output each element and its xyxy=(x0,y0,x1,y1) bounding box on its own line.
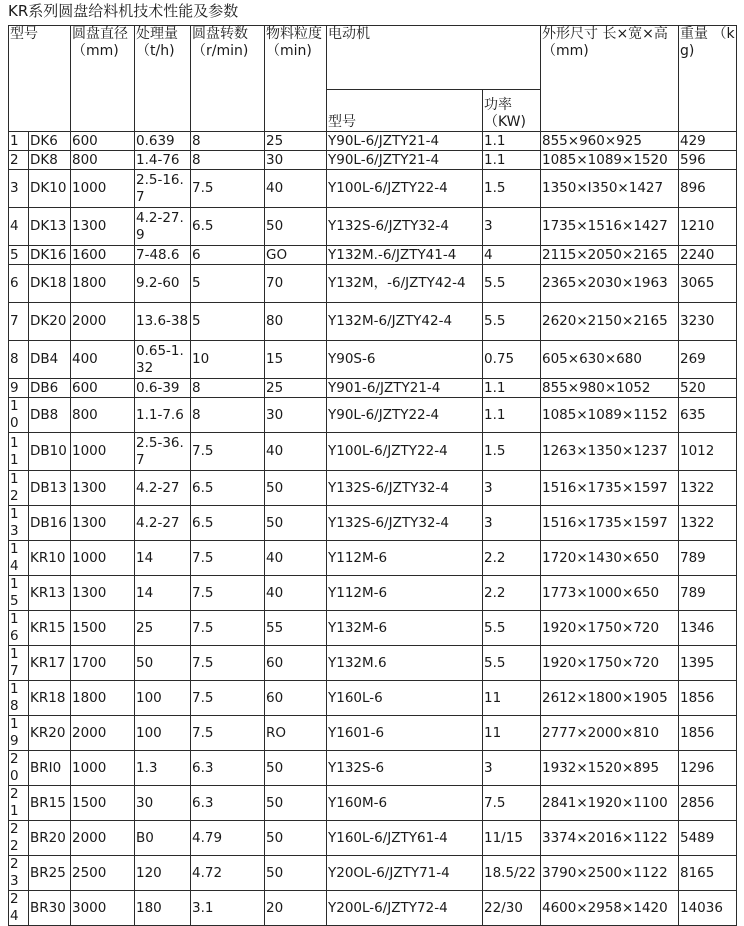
table-row xyxy=(9,246,737,265)
cell-motor-power: 11 xyxy=(483,681,541,716)
cell-model: DK20 xyxy=(29,303,71,341)
cell-row-number: 16 xyxy=(9,611,29,646)
cell-weight: 1856 xyxy=(679,681,737,716)
cell-row-number: 13 xyxy=(9,506,29,541)
header-model: 型号 xyxy=(9,26,71,132)
cell-motor-power: 3 xyxy=(483,506,541,541)
cell-disc-diameter: 2500 xyxy=(71,856,135,891)
cell-model: DK18 xyxy=(29,265,71,303)
cell-disc-speed: 6.3 xyxy=(191,786,265,821)
cell-capacity: 0.65-1.32 xyxy=(135,341,191,379)
cell-model: DK13 xyxy=(29,208,71,246)
cell-motor-model: Y160L-6 xyxy=(327,681,483,716)
cell-row-number: 15 xyxy=(9,576,29,611)
cell-row-number: 8 xyxy=(9,341,29,379)
cell-particle-size: GO xyxy=(265,246,327,265)
cell-dimensions: 3790×2500×1122 xyxy=(541,856,679,891)
cell-weight: 2240 xyxy=(679,246,737,265)
table-row xyxy=(9,265,737,303)
cell-motor-power: 3 xyxy=(483,471,541,506)
cell-disc-speed: 6.5 xyxy=(191,506,265,541)
cell-row-number: 22 xyxy=(9,821,29,856)
cell-disc-speed: 8 xyxy=(191,151,265,170)
cell-disc-diameter: 1000 xyxy=(71,751,135,786)
cell-particle-size: RO xyxy=(265,716,327,751)
cell-model: BR15 xyxy=(29,786,71,821)
cell-disc-speed: 6 xyxy=(191,246,265,265)
cell-disc-speed: 4.79 xyxy=(191,821,265,856)
header-capacity: 处理量（t/h) xyxy=(135,26,191,132)
cell-motor-model: Y112M-6 xyxy=(327,541,483,576)
cell-dimensions: 2365×2030×1963 xyxy=(541,265,679,303)
cell-disc-speed: 3.1 xyxy=(191,891,265,926)
cell-dimensions: 1735×1516×1427 xyxy=(541,208,679,246)
cell-disc-speed: 7.5 xyxy=(191,646,265,681)
cell-capacity: 50 xyxy=(135,646,191,681)
cell-motor-model: Y132S-6/JZTY32-4 xyxy=(327,208,483,246)
cell-row-number: 7 xyxy=(9,303,29,341)
cell-dimensions: 2841×1920×1100 xyxy=(541,786,679,821)
cell-model: DB8 xyxy=(29,398,71,433)
cell-particle-size: 80 xyxy=(265,303,327,341)
cell-weight: 896 xyxy=(679,170,737,208)
cell-disc-diameter: 1300 xyxy=(71,471,135,506)
cell-motor-power: 1.1 xyxy=(483,132,541,151)
cell-disc-speed: 5 xyxy=(191,265,265,303)
cell-dimensions: 1516×1735×1597 xyxy=(541,506,679,541)
cell-model: DK10 xyxy=(29,170,71,208)
header-weight: 重量 （kg) xyxy=(679,26,737,132)
cell-dimensions: 1350×I350×1427 xyxy=(541,170,679,208)
header-disc-diameter: 圆盘直径（mm) xyxy=(71,26,135,132)
cell-motor-model: Y90L-6/JZTY21-4 xyxy=(327,151,483,170)
cell-weight: 1856 xyxy=(679,716,737,751)
table-row xyxy=(9,716,737,751)
cell-disc-diameter: 1300 xyxy=(71,506,135,541)
header-particle-size: 物料粒度（min) xyxy=(265,26,327,132)
cell-disc-diameter: 1800 xyxy=(71,681,135,716)
cell-dimensions: 1920×1750×720 xyxy=(541,611,679,646)
cell-dimensions: 2115×2050×2165 xyxy=(541,246,679,265)
cell-model: KR10 xyxy=(29,541,71,576)
cell-weight: 8165 xyxy=(679,856,737,891)
cell-particle-size: 60 xyxy=(265,646,327,681)
cell-particle-size: 40 xyxy=(265,576,327,611)
cell-model: KR18 xyxy=(29,681,71,716)
cell-capacity: 30 xyxy=(135,786,191,821)
cell-model: KR13 xyxy=(29,576,71,611)
cell-motor-model: Y132S-6 xyxy=(327,751,483,786)
table-row xyxy=(9,821,737,856)
cell-motor-model: Y90L-6/JZTY22-4 xyxy=(327,398,483,433)
cell-motor-power: 1.1 xyxy=(483,151,541,170)
cell-disc-speed: 10 xyxy=(191,341,265,379)
cell-motor-power: 4 xyxy=(483,246,541,265)
cell-row-number: 6 xyxy=(9,265,29,303)
cell-disc-diameter: 3000 xyxy=(71,891,135,926)
cell-row-number: 18 xyxy=(9,681,29,716)
header-motor: 电动机 xyxy=(327,26,541,90)
cell-dimensions: 1085×1089×1520 xyxy=(541,151,679,170)
cell-weight: 789 xyxy=(679,576,737,611)
cell-model: DB6 xyxy=(29,379,71,398)
cell-weight: 1395 xyxy=(679,646,737,681)
cell-disc-diameter: 2000 xyxy=(71,303,135,341)
cell-disc-speed: 7.5 xyxy=(191,170,265,208)
cell-disc-speed: 8 xyxy=(191,379,265,398)
cell-disc-speed: 7.5 xyxy=(191,541,265,576)
cell-motor-power: 22/30 xyxy=(483,891,541,926)
cell-capacity: 14 xyxy=(135,541,191,576)
table-row xyxy=(9,786,737,821)
cell-capacity: 25 xyxy=(135,611,191,646)
cell-row-number: 3 xyxy=(9,170,29,208)
cell-row-number: 11 xyxy=(9,433,29,471)
cell-row-number: 5 xyxy=(9,246,29,265)
table-row xyxy=(9,646,737,681)
cell-model: DK16 xyxy=(29,246,71,265)
cell-row-number: 2 xyxy=(9,151,29,170)
cell-row-number: 19 xyxy=(9,716,29,751)
cell-disc-diameter: 1300 xyxy=(71,576,135,611)
cell-motor-power: 11/15 xyxy=(483,821,541,856)
cell-motor-power: 1.1 xyxy=(483,379,541,398)
cell-dimensions: 855×980×1052 xyxy=(541,379,679,398)
cell-particle-size: 50 xyxy=(265,506,327,541)
cell-disc-diameter: 1000 xyxy=(71,170,135,208)
cell-disc-speed: 8 xyxy=(191,132,265,151)
cell-motor-power: 0.75 xyxy=(483,341,541,379)
cell-disc-diameter: 1800 xyxy=(71,265,135,303)
cell-row-number: 14 xyxy=(9,541,29,576)
cell-motor-model: Y200L-6/JZTY72-4 xyxy=(327,891,483,926)
cell-weight: 1296 xyxy=(679,751,737,786)
cell-particle-size: 30 xyxy=(265,398,327,433)
cell-particle-size: 70 xyxy=(265,265,327,303)
cell-motor-model: Y160L-6/JZTY61-4 xyxy=(327,821,483,856)
cell-particle-size: 40 xyxy=(265,541,327,576)
cell-particle-size: 50 xyxy=(265,821,327,856)
cell-weight: 1346 xyxy=(679,611,737,646)
cell-disc-diameter: 2000 xyxy=(71,821,135,856)
cell-disc-diameter: 1000 xyxy=(71,541,135,576)
cell-model: DB10 xyxy=(29,433,71,471)
page-title: KR系列圆盘给料机技术性能及参数 xyxy=(8,2,239,20)
table-row xyxy=(9,341,737,379)
cell-disc-diameter: 1700 xyxy=(71,646,135,681)
cell-motor-model: Y132S-6/JZTY32-4 xyxy=(327,506,483,541)
cell-dimensions: 2777×2000×810 xyxy=(541,716,679,751)
cell-capacity: 9.2-60 xyxy=(135,265,191,303)
cell-capacity: 1.4-76 xyxy=(135,151,191,170)
table-row xyxy=(9,208,737,246)
cell-dimensions: 1932×1520×895 xyxy=(541,751,679,786)
cell-particle-size: 50 xyxy=(265,471,327,506)
cell-weight: 1012 xyxy=(679,433,737,471)
cell-motor-power: 1.5 xyxy=(483,170,541,208)
cell-motor-model: Y1601-6 xyxy=(327,716,483,751)
cell-motor-power: 5.5 xyxy=(483,303,541,341)
cell-disc-diameter: 600 xyxy=(71,132,135,151)
cell-particle-size: 20 xyxy=(265,891,327,926)
cell-motor-power: 1.1 xyxy=(483,398,541,433)
cell-capacity: 1.1-7.6 xyxy=(135,398,191,433)
spec-table xyxy=(8,25,737,926)
table-row xyxy=(9,379,737,398)
table-row xyxy=(9,471,737,506)
cell-particle-size: 50 xyxy=(265,751,327,786)
cell-motor-power: 7.5 xyxy=(483,786,541,821)
cell-disc-diameter: 800 xyxy=(71,151,135,170)
cell-model: KR17 xyxy=(29,646,71,681)
cell-particle-size: 55 xyxy=(265,611,327,646)
cell-capacity: 100 xyxy=(135,716,191,751)
cell-particle-size: 50 xyxy=(265,208,327,246)
cell-motor-model: Y901-6/JZTY21-4 xyxy=(327,379,483,398)
cell-motor-power: 5.5 xyxy=(483,646,541,681)
cell-weight: 1322 xyxy=(679,471,737,506)
cell-model: KR20 xyxy=(29,716,71,751)
cell-disc-diameter: 1300 xyxy=(71,208,135,246)
table-row xyxy=(9,151,737,170)
cell-row-number: 4 xyxy=(9,208,29,246)
table-row xyxy=(9,433,737,471)
cell-capacity: 1.3 xyxy=(135,751,191,786)
table-row xyxy=(9,856,737,891)
cell-motor-model: Y132M-6/JZTY42-4 xyxy=(327,303,483,341)
cell-particle-size: 50 xyxy=(265,856,327,891)
cell-motor-power: 11 xyxy=(483,716,541,751)
cell-disc-speed: 6.3 xyxy=(191,751,265,786)
cell-dimensions: 2612×1800×1905 xyxy=(541,681,679,716)
cell-dimensions: 1085×1089×1152 xyxy=(541,398,679,433)
cell-dimensions: 3374×2016×1122 xyxy=(541,821,679,856)
cell-disc-speed: 7.5 xyxy=(191,433,265,471)
cell-weight: 789 xyxy=(679,541,737,576)
cell-capacity: 180 xyxy=(135,891,191,926)
table-row xyxy=(9,681,737,716)
cell-model: DB4 xyxy=(29,341,71,379)
table-row xyxy=(9,398,737,433)
cell-motor-power: 5.5 xyxy=(483,611,541,646)
cell-dimensions: 1720×1430×650 xyxy=(541,541,679,576)
cell-disc-speed: 5 xyxy=(191,303,265,341)
cell-model: DB13 xyxy=(29,471,71,506)
table-row xyxy=(9,506,737,541)
cell-disc-speed: 4.72 xyxy=(191,856,265,891)
cell-capacity: 2.5-36.7 xyxy=(135,433,191,471)
cell-model: BR25 xyxy=(29,856,71,891)
cell-disc-speed: 6.5 xyxy=(191,471,265,506)
cell-dimensions: 2620×2150×2165 xyxy=(541,303,679,341)
cell-capacity: 14 xyxy=(135,576,191,611)
cell-particle-size: 40 xyxy=(265,170,327,208)
cell-disc-diameter: 800 xyxy=(71,398,135,433)
cell-model: BR20 xyxy=(29,821,71,856)
cell-weight: 1210 xyxy=(679,208,737,246)
cell-row-number: 12 xyxy=(9,471,29,506)
cell-particle-size: 60 xyxy=(265,681,327,716)
cell-disc-speed: 8 xyxy=(191,398,265,433)
cell-particle-size: 50 xyxy=(265,786,327,821)
cell-weight: 2856 xyxy=(679,786,737,821)
table-row xyxy=(9,132,737,151)
cell-particle-size: 30 xyxy=(265,151,327,170)
cell-weight: 520 xyxy=(679,379,737,398)
cell-capacity: 7-48.6 xyxy=(135,246,191,265)
cell-capacity: 4.2-27.9 xyxy=(135,208,191,246)
cell-model: DK8 xyxy=(29,151,71,170)
cell-disc-speed: 7.5 xyxy=(191,716,265,751)
cell-model: BRI0 xyxy=(29,751,71,786)
cell-motor-power: 2.2 xyxy=(483,576,541,611)
table-row xyxy=(9,611,737,646)
cell-motor-model: Y132M.6 xyxy=(327,646,483,681)
table-row xyxy=(9,170,737,208)
cell-particle-size: 15 xyxy=(265,341,327,379)
table-row xyxy=(9,303,737,341)
cell-disc-diameter: 2000 xyxy=(71,716,135,751)
cell-weight: 429 xyxy=(679,132,737,151)
cell-motor-power: 3 xyxy=(483,751,541,786)
cell-capacity: 0.6-39 xyxy=(135,379,191,398)
cell-particle-size: 25 xyxy=(265,379,327,398)
cell-row-number: 23 xyxy=(9,856,29,891)
cell-motor-model: Y132M，-6/JZTY42-4 xyxy=(327,265,483,303)
cell-dimensions: 1773×1000×650 xyxy=(541,576,679,611)
cell-motor-model: Y100L-6/JZTY22-4 xyxy=(327,433,483,471)
cell-motor-model: Y90S-6 xyxy=(327,341,483,379)
cell-motor-model: Y160M-6 xyxy=(327,786,483,821)
cell-capacity: 120 xyxy=(135,856,191,891)
cell-motor-model: Y90L-6/JZTY21-4 xyxy=(327,132,483,151)
cell-disc-speed: 7.5 xyxy=(191,611,265,646)
table-row xyxy=(9,576,737,611)
cell-row-number: 10 xyxy=(9,398,29,433)
cell-disc-diameter: 1500 xyxy=(71,611,135,646)
header-dimensions: 外形尺寸 长×宽×高 （mm) xyxy=(541,26,679,132)
cell-motor-power: 2.2 xyxy=(483,541,541,576)
header-disc-speed: 圆盘转数（r/min) xyxy=(191,26,265,132)
cell-disc-diameter: 400 xyxy=(71,341,135,379)
header-motor-model: 型号 xyxy=(327,90,483,132)
cell-weight: 1322 xyxy=(679,506,737,541)
cell-motor-power: 3 xyxy=(483,208,541,246)
cell-weight: 3230 xyxy=(679,303,737,341)
cell-row-number: 17 xyxy=(9,646,29,681)
cell-disc-speed: 7.5 xyxy=(191,681,265,716)
cell-dimensions: 1920×1750×720 xyxy=(541,646,679,681)
cell-motor-model: Y132S-6/JZTY32-4 xyxy=(327,471,483,506)
cell-disc-speed: 6.5 xyxy=(191,208,265,246)
cell-motor-power: 5.5 xyxy=(483,265,541,303)
cell-motor-model: Y112M-6 xyxy=(327,576,483,611)
cell-row-number: 9 xyxy=(9,379,29,398)
table-row xyxy=(9,541,737,576)
cell-dimensions: 4600×2958×1420 xyxy=(541,891,679,926)
cell-weight: 269 xyxy=(679,341,737,379)
cell-disc-diameter: 1000 xyxy=(71,433,135,471)
cell-disc-speed: 7.5 xyxy=(191,576,265,611)
cell-capacity: 4.2-27 xyxy=(135,471,191,506)
cell-capacity: 4.2-27 xyxy=(135,506,191,541)
cell-row-number: 20 xyxy=(9,751,29,786)
cell-dimensions: 1516×1735×1597 xyxy=(541,471,679,506)
cell-model: KR15 xyxy=(29,611,71,646)
cell-capacity: B0 xyxy=(135,821,191,856)
cell-row-number: 21 xyxy=(9,786,29,821)
cell-dimensions: 1263×1350×1237 xyxy=(541,433,679,471)
cell-dimensions: 855×960×925 xyxy=(541,132,679,151)
cell-disc-diameter: 1600 xyxy=(71,246,135,265)
header-motor-power: 功率 （KW) xyxy=(483,90,541,132)
cell-particle-size: 25 xyxy=(265,132,327,151)
cell-motor-model: Y132M.-6/JZTY41-4 xyxy=(327,246,483,265)
cell-capacity: 2.5-16.7 xyxy=(135,170,191,208)
cell-weight: 5489 xyxy=(679,821,737,856)
table-row xyxy=(9,891,737,926)
cell-dimensions: 605×630×680 xyxy=(541,341,679,379)
cell-weight: 14036 xyxy=(679,891,737,926)
cell-disc-diameter: 600 xyxy=(71,379,135,398)
table-row xyxy=(9,751,737,786)
cell-capacity: 0.639 xyxy=(135,132,191,151)
cell-motor-power: 18.5/22 xyxy=(483,856,541,891)
cell-row-number: 24 xyxy=(9,891,29,926)
cell-weight: 3065 xyxy=(679,265,737,303)
cell-weight: 635 xyxy=(679,398,737,433)
cell-weight: 596 xyxy=(679,151,737,170)
cell-row-number: 1 xyxy=(9,132,29,151)
cell-motor-model: Y132M-6 xyxy=(327,611,483,646)
cell-model: BR30 xyxy=(29,891,71,926)
cell-model: DB16 xyxy=(29,506,71,541)
cell-motor-model: Y100L-6/JZTY22-4 xyxy=(327,170,483,208)
cell-capacity: 13.6-38 xyxy=(135,303,191,341)
cell-disc-diameter: 1500 xyxy=(71,786,135,821)
cell-capacity: 100 xyxy=(135,681,191,716)
cell-particle-size: 40 xyxy=(265,433,327,471)
cell-model: DK6 xyxy=(29,132,71,151)
cell-motor-model: Y20OL-6/JZTY71-4 xyxy=(327,856,483,891)
cell-motor-power: 1.5 xyxy=(483,433,541,471)
